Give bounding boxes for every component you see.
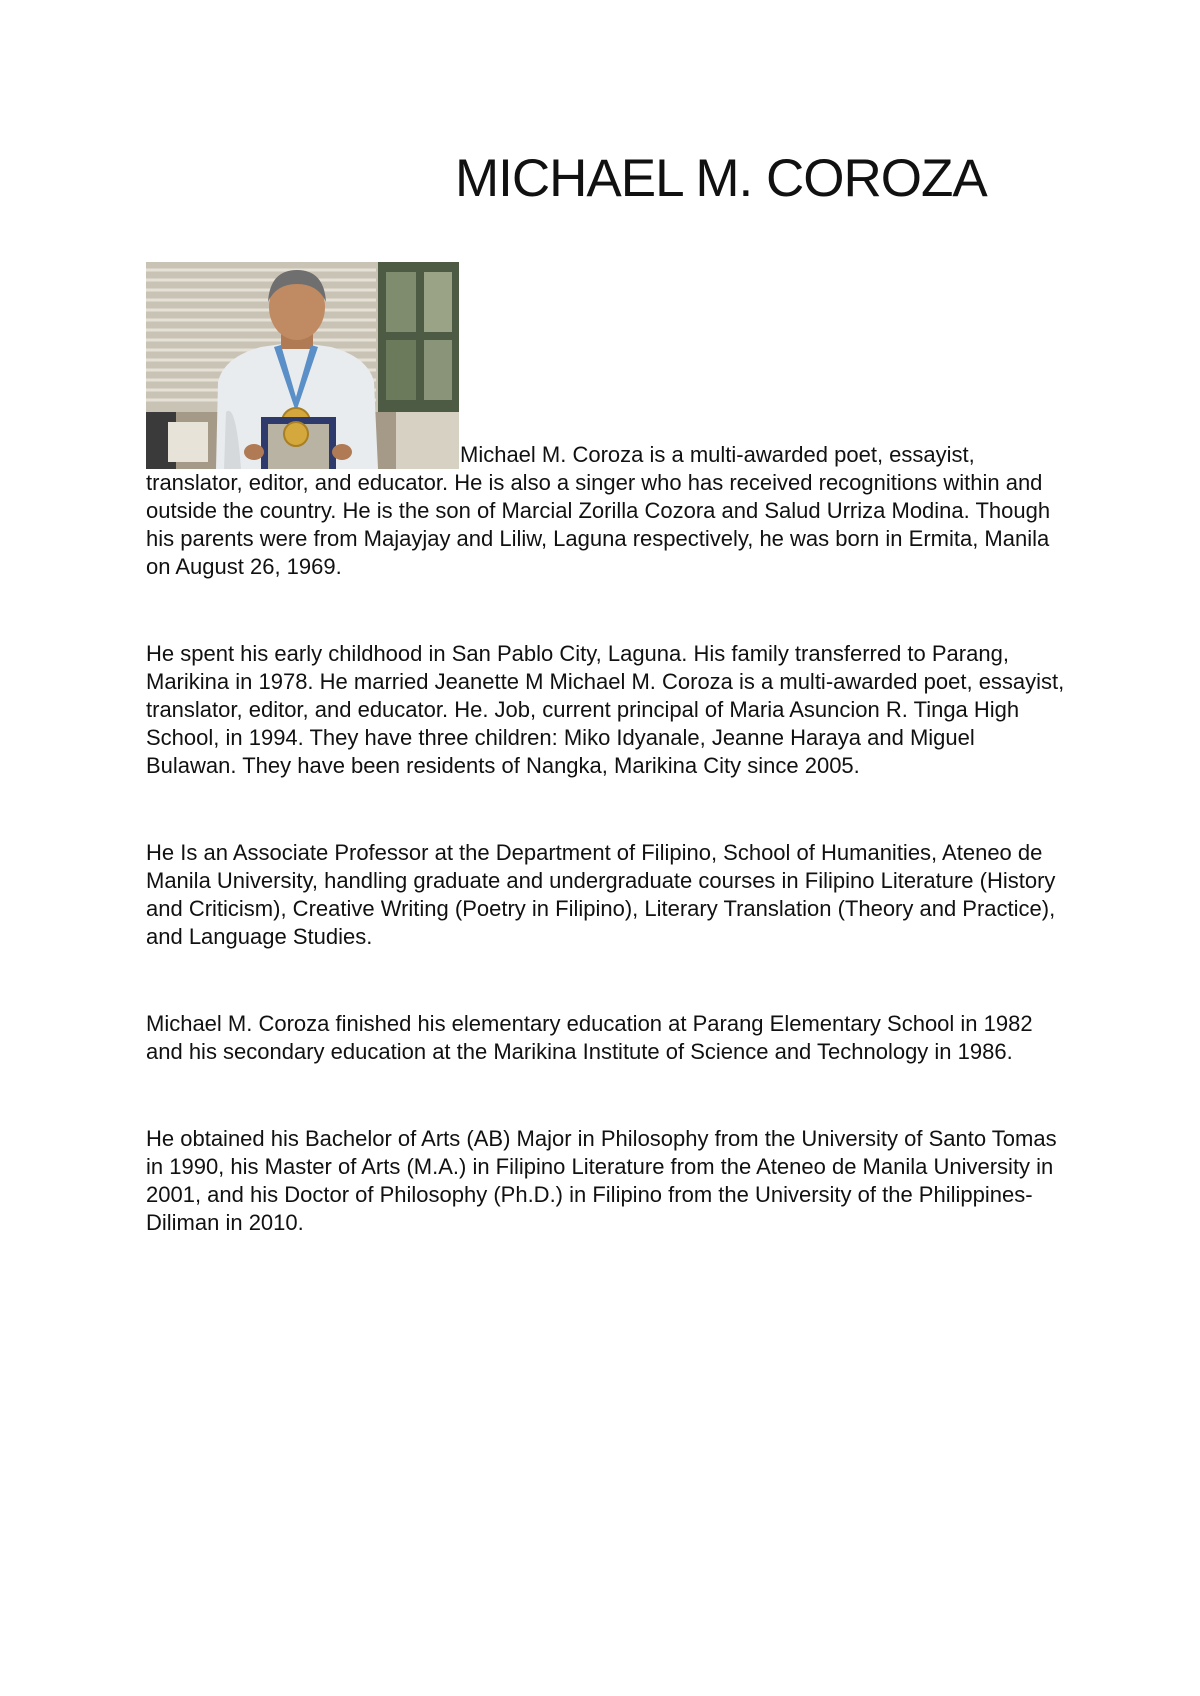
biography-body (146, 262, 1066, 1296)
paragraph-childhood: He spent his early childhood in San Pablo City, Laguna. His family transferred to Parang, Marikina in 1978. He married Jeanette M Michael M. Coroza is a multi-awarded poet, essayist, translator, editor, and educator. He. Job, current principal of Maria Asuncion R. Tinga High School, in 1994. They have three children: Miko Idyanale, Jeanne Haraya and Miguel Bulawan. They have been residents of Nangka, Marikina City since 2005. (146, 641, 1065, 778)
paragraph-degrees: He obtained his Bachelor of Arts (AB) Major in Philosophy from the University of Santo Tomas in 1990, his Master of Arts (M.A.) in Filipino Literature from the Ateneo de Manila University in 2001, and his Doctor of Philosophy (Ph.D.) in Filipino from the University of the Philippines-Diliman in 2010. (146, 1126, 1057, 1235)
portrait-photo-icon (146, 262, 459, 469)
paragraph-profession: He Is an Associate Professor at the Department of Filipino, School of Humanities, Ateneo de Manila University, handling graduate and undergraduate courses in Filipino Literature (History and Criticism), Creative Writing (Poetry in Filipino), Literary Translation (Theory and Practice), and Language Studies. (146, 840, 1056, 949)
paragraph-intro-text: Michael M. Coroza is a multi-awarded poet, essayist, translator, editor, and educator. He is also a singer who has received recognitions within and outside the country. He is the son of Marcial Zorilla Cozora and Salud Urriza Modina. Though his parents were from Majayjay and Liliw, Laguna respectively, he was born in Ermita, Manila on August 26, 1969. (146, 442, 1051, 579)
paragraph-early-education: Michael M. Coroza finished his elementary education at Parang Elementary School in 1982 and his secondary education at the Marikina Institute of Science and Technology in 1986. (146, 1011, 1033, 1064)
page-title: MICHAEL M. COROZA (455, 149, 987, 208)
paragraph-intro (146, 262, 1066, 581)
